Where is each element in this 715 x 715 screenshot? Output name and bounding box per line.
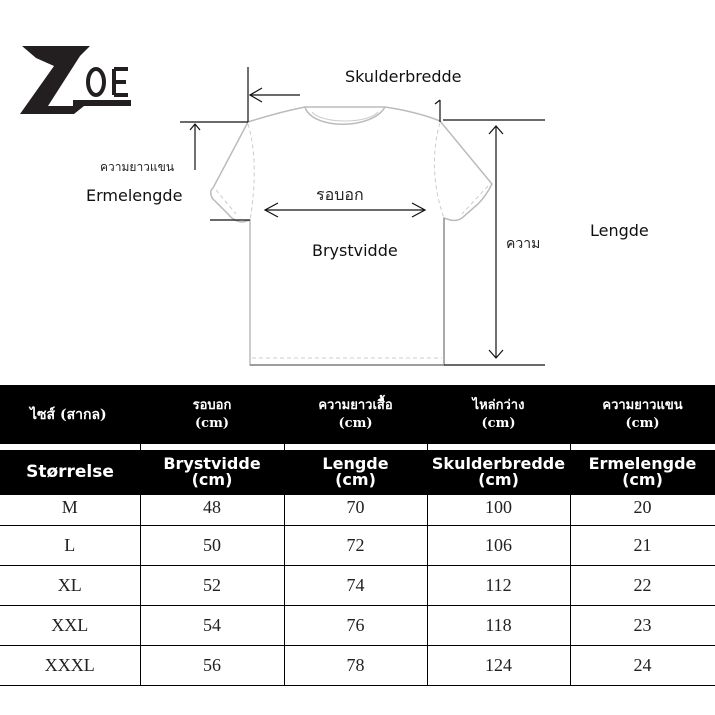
cell-length: 72 (284, 526, 427, 566)
cell-length: 78 (284, 646, 427, 686)
header-sleeve-thai: ความยาวแขน (cm) (570, 385, 715, 444)
cell-sleeve: 20 (570, 495, 715, 526)
header-chest-thai: รอบอก (cm) (140, 385, 284, 444)
cell-size: L (0, 526, 140, 566)
cell-length: 74 (284, 566, 427, 606)
chest-label: Brystvidde (312, 241, 398, 260)
cell-sleeve: 24 (570, 646, 715, 686)
cell-size: M (0, 495, 140, 526)
cell-shoulder: 118 (427, 606, 570, 646)
header-sleeve: Ermelengde (cm) (570, 450, 715, 495)
cell-shoulder: 112 (427, 566, 570, 606)
cell-size: XXL (0, 606, 140, 646)
cell-sleeve: 21 (570, 526, 715, 566)
sleeve-label: Ermelengde (86, 186, 183, 205)
cell-shoulder: 124 (427, 646, 570, 686)
cell-size: XXXL (0, 646, 140, 686)
table-row (0, 495, 715, 526)
sleeve-label-thai: ความยาวแขน (100, 160, 175, 174)
header-length: Lengde (cm) (284, 450, 427, 495)
header-row-thai (0, 385, 715, 444)
table-row (0, 566, 715, 606)
cell-length: 76 (284, 606, 427, 646)
table-row (0, 526, 715, 566)
cell-shoulder: 100 (427, 495, 570, 526)
cell-chest: 56 (140, 646, 284, 686)
table-row (0, 646, 715, 686)
cell-shoulder: 106 (427, 526, 570, 566)
header-size-thai: ไซส์ (สากล) (0, 385, 140, 444)
cell-sleeve: 23 (570, 606, 715, 646)
header-shoulder: Skulderbredde (cm) (427, 450, 570, 495)
cell-chest: 48 (140, 495, 284, 526)
header-length-thai: ความยาวเสื้อ (cm) (284, 385, 427, 444)
cell-chest: 50 (140, 526, 284, 566)
length-label-thai: ความ (506, 236, 541, 252)
shoulder-label: Skulderbredde (345, 67, 462, 86)
size-chart-table (0, 385, 715, 686)
header-shoulder-thai: ไหล่กว่าง (cm) (427, 385, 570, 444)
length-label: Lengde (590, 221, 649, 240)
cell-size: XL (0, 566, 140, 606)
header-row-norwegian (0, 450, 715, 495)
table-row (0, 606, 715, 646)
chest-label-thai: รอบอก (316, 185, 364, 204)
cell-sleeve: 22 (570, 566, 715, 606)
cell-chest: 52 (140, 566, 284, 606)
cell-length: 70 (284, 495, 427, 526)
header-size: Størrelse (0, 450, 140, 495)
header-chest: Brystvidde (cm) (140, 450, 284, 495)
cell-chest: 54 (140, 606, 284, 646)
